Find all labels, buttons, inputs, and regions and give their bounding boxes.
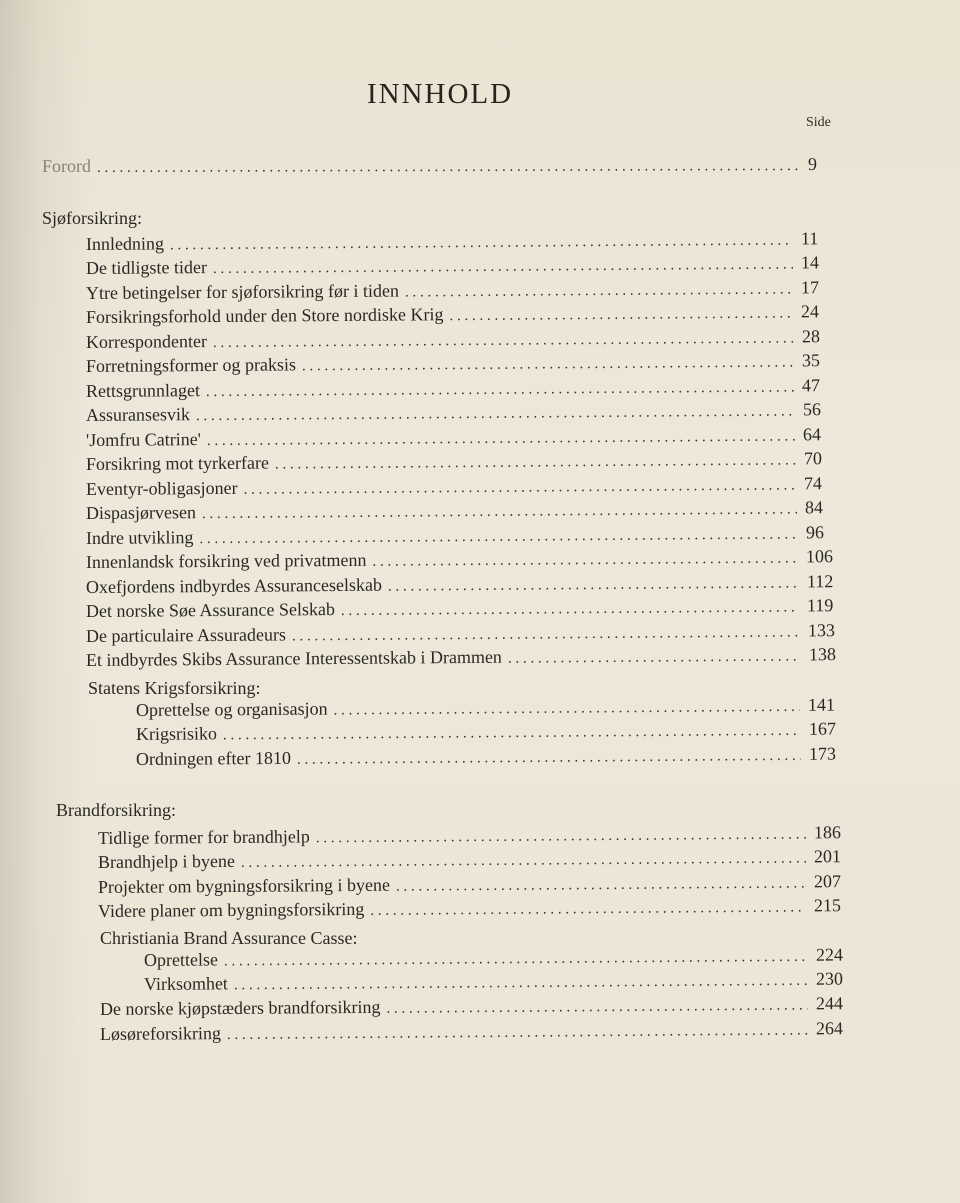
toc-entry-page: 133 <box>807 620 836 641</box>
leader-dots <box>170 232 793 254</box>
toc-entry-page: 167 <box>808 718 837 739</box>
toc-entry-page: 9 <box>807 153 818 174</box>
leader-dots <box>449 305 793 325</box>
toc-entry-page: 264 <box>815 1018 844 1039</box>
leader-dots <box>213 330 794 352</box>
leader-dots <box>97 158 800 177</box>
leader-dots <box>405 281 793 301</box>
toc-entry-page: 230 <box>815 968 844 989</box>
toc-entry-forord <box>42 154 848 180</box>
leader-dots <box>341 599 799 620</box>
toc-entry-label: Forord <box>41 155 92 176</box>
toc-entry-label: Eventyr-obligasjoner <box>85 477 238 499</box>
toc-entry-page: 186 <box>813 822 842 843</box>
leader-dots <box>234 973 808 995</box>
toc-entry-page: 28 <box>801 326 821 347</box>
toc-entry <box>98 895 854 925</box>
toc-entry-label: Oprettelse <box>143 949 219 970</box>
leader-dots <box>275 452 796 473</box>
leader-dots <box>213 256 793 278</box>
toc-entry-page: 84 <box>804 497 824 518</box>
toc-entry-label: Innledning <box>85 233 165 254</box>
leader-dots <box>207 428 795 450</box>
toc-entry-label: Indre utvikling <box>85 527 194 548</box>
leader-dots <box>316 826 806 847</box>
leader-dots <box>370 899 806 919</box>
toc-entry-page: 11 <box>800 228 819 249</box>
toc-entry-label: Dispasjørvesen <box>85 502 197 523</box>
toc-entry-label: De norske kjøpstæders brandforsikring <box>99 996 381 1019</box>
toc-entry-label: Assuransesvik <box>85 404 191 425</box>
toc-entry-label: De tidligste tider <box>85 257 208 278</box>
toc-entry-page: 64 <box>802 424 822 445</box>
toc-entry-label: Projekter om bygningsforsikring i byene <box>97 874 391 897</box>
toc-entry-page: 96 <box>805 522 825 543</box>
toc-entry-label: Rettsgrunnlaget <box>85 380 201 401</box>
toc-entry-label: Forsikring mot tyrkerfare <box>85 452 270 474</box>
leader-dots <box>196 403 795 425</box>
leader-dots <box>223 723 801 745</box>
toc-entry-page: 141 <box>807 694 836 715</box>
toc-entry-label: 'Jomfru Catrine' <box>85 429 202 450</box>
toc-entry-page: 138 <box>808 644 837 665</box>
section-heading-sjoforsikring: Sjøforsikring: <box>42 208 143 228</box>
toc-entry <box>100 1018 856 1048</box>
toc-entry-label: Forsikringsforhold under den Store nordiske Krig <box>85 304 444 327</box>
toc-entry <box>86 644 849 674</box>
toc-entry-page: 173 <box>808 743 837 764</box>
toc-entry-label: De particulaire Assuradeurs <box>85 624 286 646</box>
toc-entry-label: Ytre betingelser for sjøforsikring før i tiden <box>85 280 399 303</box>
toc-entry-page: 17 <box>800 277 820 298</box>
leader-dots <box>297 748 801 769</box>
toc-entry-label: Oprettelse og organisasjon <box>135 698 328 720</box>
toc-entry-label: Forretningsformer og praksis <box>85 354 297 376</box>
toc-entry-page: 106 <box>805 546 834 567</box>
toc-entry-page: 112 <box>806 571 834 592</box>
toc-entry-page: 24 <box>800 301 820 322</box>
leader-dots <box>388 575 799 595</box>
toc-entry-page: 70 <box>803 448 823 469</box>
leader-dots <box>302 354 794 375</box>
leader-dots <box>244 477 797 498</box>
toc-entry-label: Korrespondenter <box>85 331 208 352</box>
leader-dots <box>396 875 806 895</box>
toc-entry-page: 201 <box>813 846 842 867</box>
toc-entry-label: Ordningen efter 1810 <box>135 747 292 769</box>
toc-entry-page: 14 <box>800 252 820 273</box>
toc-entry-page: 224 <box>815 944 844 965</box>
toc-entry-label: Et indbyrdes Skibs Assurance Interessentskab i Drammen <box>85 646 502 670</box>
toc-entry-label: Virksomhet <box>143 973 228 994</box>
page-column-label: Side <box>806 115 831 130</box>
leader-dots <box>508 648 801 667</box>
toc-entry-label: Videre planer om bygningsforsikring <box>97 898 365 921</box>
toc-subentry <box>136 743 849 773</box>
toc-entry-page: 35 <box>801 350 821 371</box>
toc-entry-label: Tidlige former for brandhjelp <box>97 826 310 848</box>
leader-dots <box>224 949 808 971</box>
subsection-heading-christiania-brand: Christiania Brand Assurance Casse: <box>100 928 358 948</box>
leader-dots <box>227 1022 808 1044</box>
leader-dots <box>292 624 800 645</box>
toc-entry-page: 215 <box>813 895 842 916</box>
leader-dots <box>372 550 798 570</box>
toc-entry-label: Krigsrisiko <box>135 723 218 744</box>
subsection-heading-statens-krigsforsikring: Statens Krigsforsikring: <box>88 678 261 698</box>
leader-dots <box>202 501 797 523</box>
toc-entry-page: 119 <box>806 595 834 616</box>
leader-dots <box>386 997 808 1017</box>
page-title: INNHOLD <box>366 78 514 110</box>
toc-entry-page: 47 <box>801 375 821 396</box>
leader-dots <box>199 526 798 548</box>
leader-dots <box>334 699 800 720</box>
leader-dots <box>241 850 806 871</box>
toc-entry-page: 207 <box>813 871 842 892</box>
toc-entry-page: 56 <box>802 399 822 420</box>
toc-entry-label: Løsøreforsikring <box>99 1023 222 1044</box>
toc-entry-page: 74 <box>803 473 823 494</box>
leader-dots <box>206 379 794 401</box>
section-heading-brandforsikring: Brandforsikring: <box>56 800 176 820</box>
toc-entry-label: Oxefjordens indbyrdes Assuranceselskab <box>85 574 382 597</box>
toc-entry-label: Brandhjelp i byene <box>97 850 236 872</box>
toc-entry-label: Innenlandsk forsikring ved privatmenn <box>85 549 367 572</box>
toc-entry-label: Det norske Søe Assurance Selskab <box>85 599 336 621</box>
toc-entry-page: 244 <box>815 993 844 1014</box>
